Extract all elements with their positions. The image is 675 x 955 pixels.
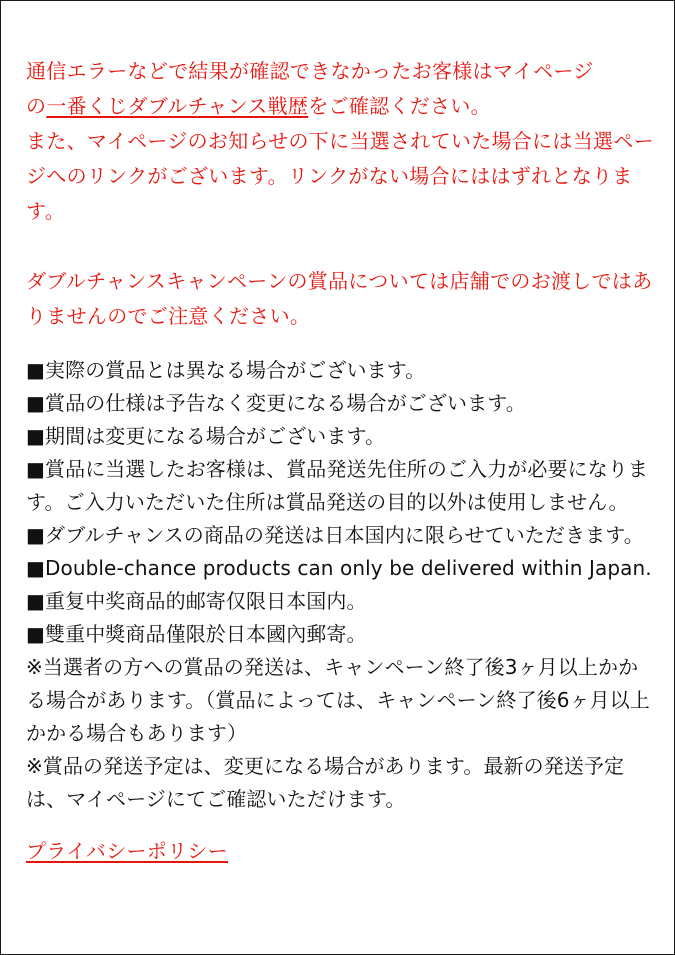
terms-item: ■Double-chance products can only be delivered within Japan. bbox=[26, 556, 652, 580]
error-notice bbox=[26, 54, 656, 229]
terms-item: ■実際の賞品とは異なる場合がございます。 bbox=[26, 358, 426, 382]
footer bbox=[26, 834, 656, 869]
error-notice-line1: 通信エラーなどで結果が確認できなかったお客様はマイページ bbox=[26, 59, 594, 83]
terms-item: ■ダブルチャンスの商品の発送は日本国内に限らせていただきます。 bbox=[26, 523, 644, 547]
terms-item: ■雙重中獎商品僅限於日本國內郵寄。 bbox=[26, 622, 367, 646]
spacer bbox=[26, 229, 656, 264]
notice-content bbox=[26, 54, 656, 869]
terms-list bbox=[26, 354, 656, 816]
spacer bbox=[26, 816, 656, 834]
terms-item: ■賞品の仕様は予告なく変更になる場合がございます。 bbox=[26, 391, 526, 415]
store-notice: ダブルチャンスキャンペーンの賞品については店舗でのお渡しではありませんのでご注意ください。 bbox=[26, 269, 653, 328]
winning-page-notice: また、マイページのお知らせの下に当選されていた場合には当選ページへのリンクがございます。リンクがない場合にははずれとなります。 bbox=[26, 129, 654, 223]
terms-item: ■期間は変更になる場合がございます。 bbox=[26, 424, 386, 448]
terms-item: ■重复中奖商品的邮寄仅限日本国内。 bbox=[26, 589, 367, 613]
privacy-policy-link[interactable]: プライバシーポリシー bbox=[26, 839, 228, 863]
terms-item: ※賞品の発送予定は、変更になる場合があります。最新の発送予定は、マイページにてご確認いただけます。 bbox=[26, 754, 625, 811]
error-notice-suffix: をご確認ください。 bbox=[308, 94, 491, 118]
spacer bbox=[26, 334, 656, 354]
double-chance-history-link[interactable]: 一番くじダブルチャンス戦歴 bbox=[46, 94, 309, 118]
terms-item: ※当選者の方への賞品の発送は、キャンペーン終了後3ヶ月以上かかる場合があります。（賞品によっては、キャンペーン終了後6ヶ月以上かかる場合もあります） bbox=[26, 655, 650, 745]
terms-item: ■賞品に当選したお客様は、賞品発送先住所のご入力が必要になります。ご入力いただいた住所は賞品発送の目的以外は使用しません。 bbox=[26, 457, 648, 514]
error-notice-prefix: の bbox=[26, 94, 47, 118]
